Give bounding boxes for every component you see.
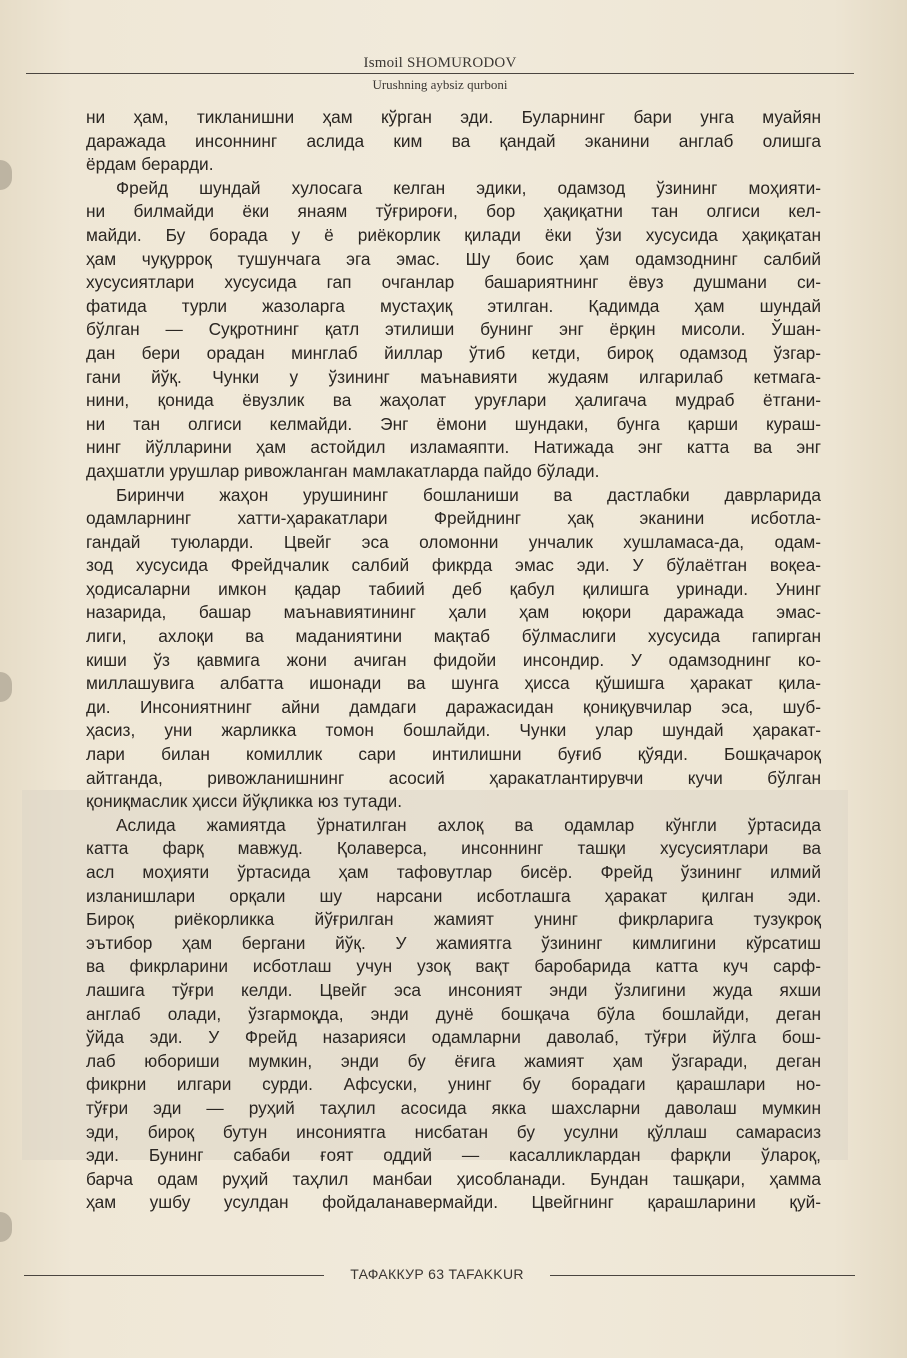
text-line: назарида, башар маънавиятининг ҳали ҳам юқори даражада эмас-	[86, 602, 821, 623]
text-line: лиги, ахлоқи ва маданиятини мақтаб бўлмаслиги хусусида гапирган	[86, 626, 821, 647]
text-line: хусусиятлари хусусида гап очганлар башариятнинг ёвуз душмани си-	[86, 272, 821, 293]
text-line: Аслида жамиятда ўрнатилган ахлоқ ва одамлар кўнгли ўртасида	[116, 814, 821, 835]
header-rule	[26, 73, 854, 74]
text-line: ни билмайди ёки янаям тўғрироғи, бор ҳақиқатни тан олгиси кел-	[86, 201, 821, 222]
running-header-title: Urushning aybsiz qurboni	[372, 77, 508, 92]
text-line: киши ўз қавмига жони ачиган фидойи инсондир. У одамзоднинг ко-	[86, 649, 821, 670]
text-line: Фрейд шундай хулосага келган эдики, одамзод ўзининг моҳияти-	[116, 177, 821, 198]
text-line: майди. Бу борада у ё риёкорлик қилади ёки ўзи хусусида ҳақиқатан	[86, 224, 821, 245]
text-line: катта фарқ мавжуд. Қолаверса, инсоннинг ташқи хусусиятлари ва	[86, 838, 821, 859]
text-line: миллашувига албатта ишонади ва шунга ҳисса қўшишга ҳаракат қила-	[86, 673, 821, 694]
text-line: ва фикрларини исботлаш учун узоқ вақт баробарида катта куч сарф-	[86, 956, 821, 977]
text-line: ҳам чуқурроқ тушунчага эга эмас. Шу боис ҳам одамзоднинг салбий	[86, 248, 821, 269]
text-line: гандай туюларди. Цвейг эса оломонни унчалик хушламаса-да, одам-	[86, 531, 821, 552]
footer-rule-left	[24, 1275, 324, 1276]
text-line: Биринчи жаҳон урушининг бошланиши ва дастлабки даврларида	[116, 484, 821, 505]
text-line: нинг йўлларини ҳам астойдил изламаяпти. Натижада энг катта ва энг	[86, 437, 821, 458]
text-line: лаб юбориши мумкин, энди бу ёғига жамият ҳам ўзгаради, деган	[86, 1050, 821, 1071]
binder-hole	[0, 672, 12, 702]
text-line: англаб олади, ўзгармоқда, энди дунё бошқача бўла бошлайди, деган	[86, 1003, 821, 1024]
text-line: ни ҳам, тикланишни ҳам кўрган эди. Буларнинг бари унга муайян	[86, 107, 821, 127]
text-line: ҳасиз, уни жарликка томон бошлайди. Чунки улар шундай ҳаракат-	[86, 720, 821, 741]
text-line: ни тан олгиси келмайди. Энг ёмони шундаки, бунга қарши кураш-	[86, 413, 821, 434]
text-line: Бироқ риёкорликка йўғрилган жамият унинг фикрларига тузукроқ	[86, 909, 821, 930]
article-body	[86, 106, 821, 1215]
text-line: барча одам руҳий таҳлил манбаи ҳисобланади. Бундан ташқари, ҳамма	[86, 1168, 821, 1189]
text-line: фатида турли жазоларга мустаҳиқ этилган. Қадимда ҳам шундай	[86, 295, 821, 316]
text-line: ёрдам берарди.	[86, 154, 214, 175]
binder-hole	[0, 1212, 12, 1242]
text-line: бўлган — Суқротнинг қатл этилиши бунинг энг ёрқин мисоли. Ўшан-	[86, 319, 821, 340]
text-line: одамларнинг хатти-ҳаракатлари Фрейднинг ҳақ эканини исботла-	[86, 508, 821, 529]
text-line: дан бери орадан минглаб йиллар ўтиб кетди, бироқ одамзод ўзгар-	[86, 342, 821, 363]
text-line: эди. Бунинг сабаби ғоят оддий — касалликлардан фарқли ўлароқ,	[86, 1145, 821, 1166]
text-line: фикрни илгари сурди. Афсуски, унинг бу борадаги қарашлари но-	[86, 1074, 821, 1095]
text-line: тўғри эди — руҳий таҳлил асосида якка шахсларни даволаш мумкин	[86, 1097, 821, 1118]
text-line: қониқмаслик ҳисси йўқликка юз тутади.	[86, 791, 402, 812]
text-line: ҳам ушбу усулдан фойдаланавермайди. Цвейгнинг қарашларини қуй-	[86, 1192, 821, 1213]
text-line: изланишлари орқали шу нарсани исботлашга ҳаракат қилган эди.	[86, 885, 821, 906]
text-line: эди, бироқ бутун инсониятга нисбатан бу усулни қўллаш самарасиз	[86, 1121, 821, 1142]
text-line: ўйда эди. У Фрейд назарияси одамларни даволаб, тўғри йўлга бош-	[86, 1027, 821, 1048]
text-line: зод хусусида Фрейдчалик салбий фикрда эмас эди. У бўлаётган воқеа-	[86, 555, 821, 576]
text-line: лари билан комиллик сари интилишни буғиб қўяди. Бошқачароқ	[86, 744, 821, 765]
text-line: айтганда, ривожланишнинг асосий ҳаракатлантирувчи кучи бўлган	[86, 767, 821, 788]
text-line: асл моҳияти ўртасида ҳам тафовутлар бисёр. Фрейд ўзининг илмий	[86, 862, 821, 882]
text-line: даражада инсоннинг аслида ким ва қандай эканини англаб олишга	[86, 130, 821, 151]
text-line: лашига тўғри келди. Цвейг эса инсоният энди ўзлигини жуда яхши	[86, 979, 821, 1000]
text-line: гани йўқ. Чунки у ўзининг маънавияти жудаям илгарилаб кетмага-	[86, 366, 821, 387]
text-line: даҳшатли урушлар ривожланган мамлакатларда пайдо бўлади.	[86, 460, 600, 481]
text-line: ди. Инсониятнинг айни дамдаги даражасидан қониқувчилар эса, шуб-	[86, 696, 821, 717]
text-line: эътибор ҳам бергани йўқ. У жамиятга ўзининг кимлигини кўрсатиш	[86, 932, 821, 953]
running-header-author: Ismoil SHOMURODOV	[363, 55, 517, 71]
text-line: ҳодисаларни имкон қадар табиий деб қабул қилишга уринади. Унинг	[86, 578, 821, 599]
footer-rule-right	[550, 1275, 855, 1276]
text-line: нини, қонида ёвузлик ва жаҳолат уруғлари ҳалигача мудраб ётгани-	[86, 390, 821, 411]
footer-page-label: ТАФАККУР 63 TAFAKKUR	[350, 1266, 524, 1282]
binder-hole	[0, 160, 12, 190]
